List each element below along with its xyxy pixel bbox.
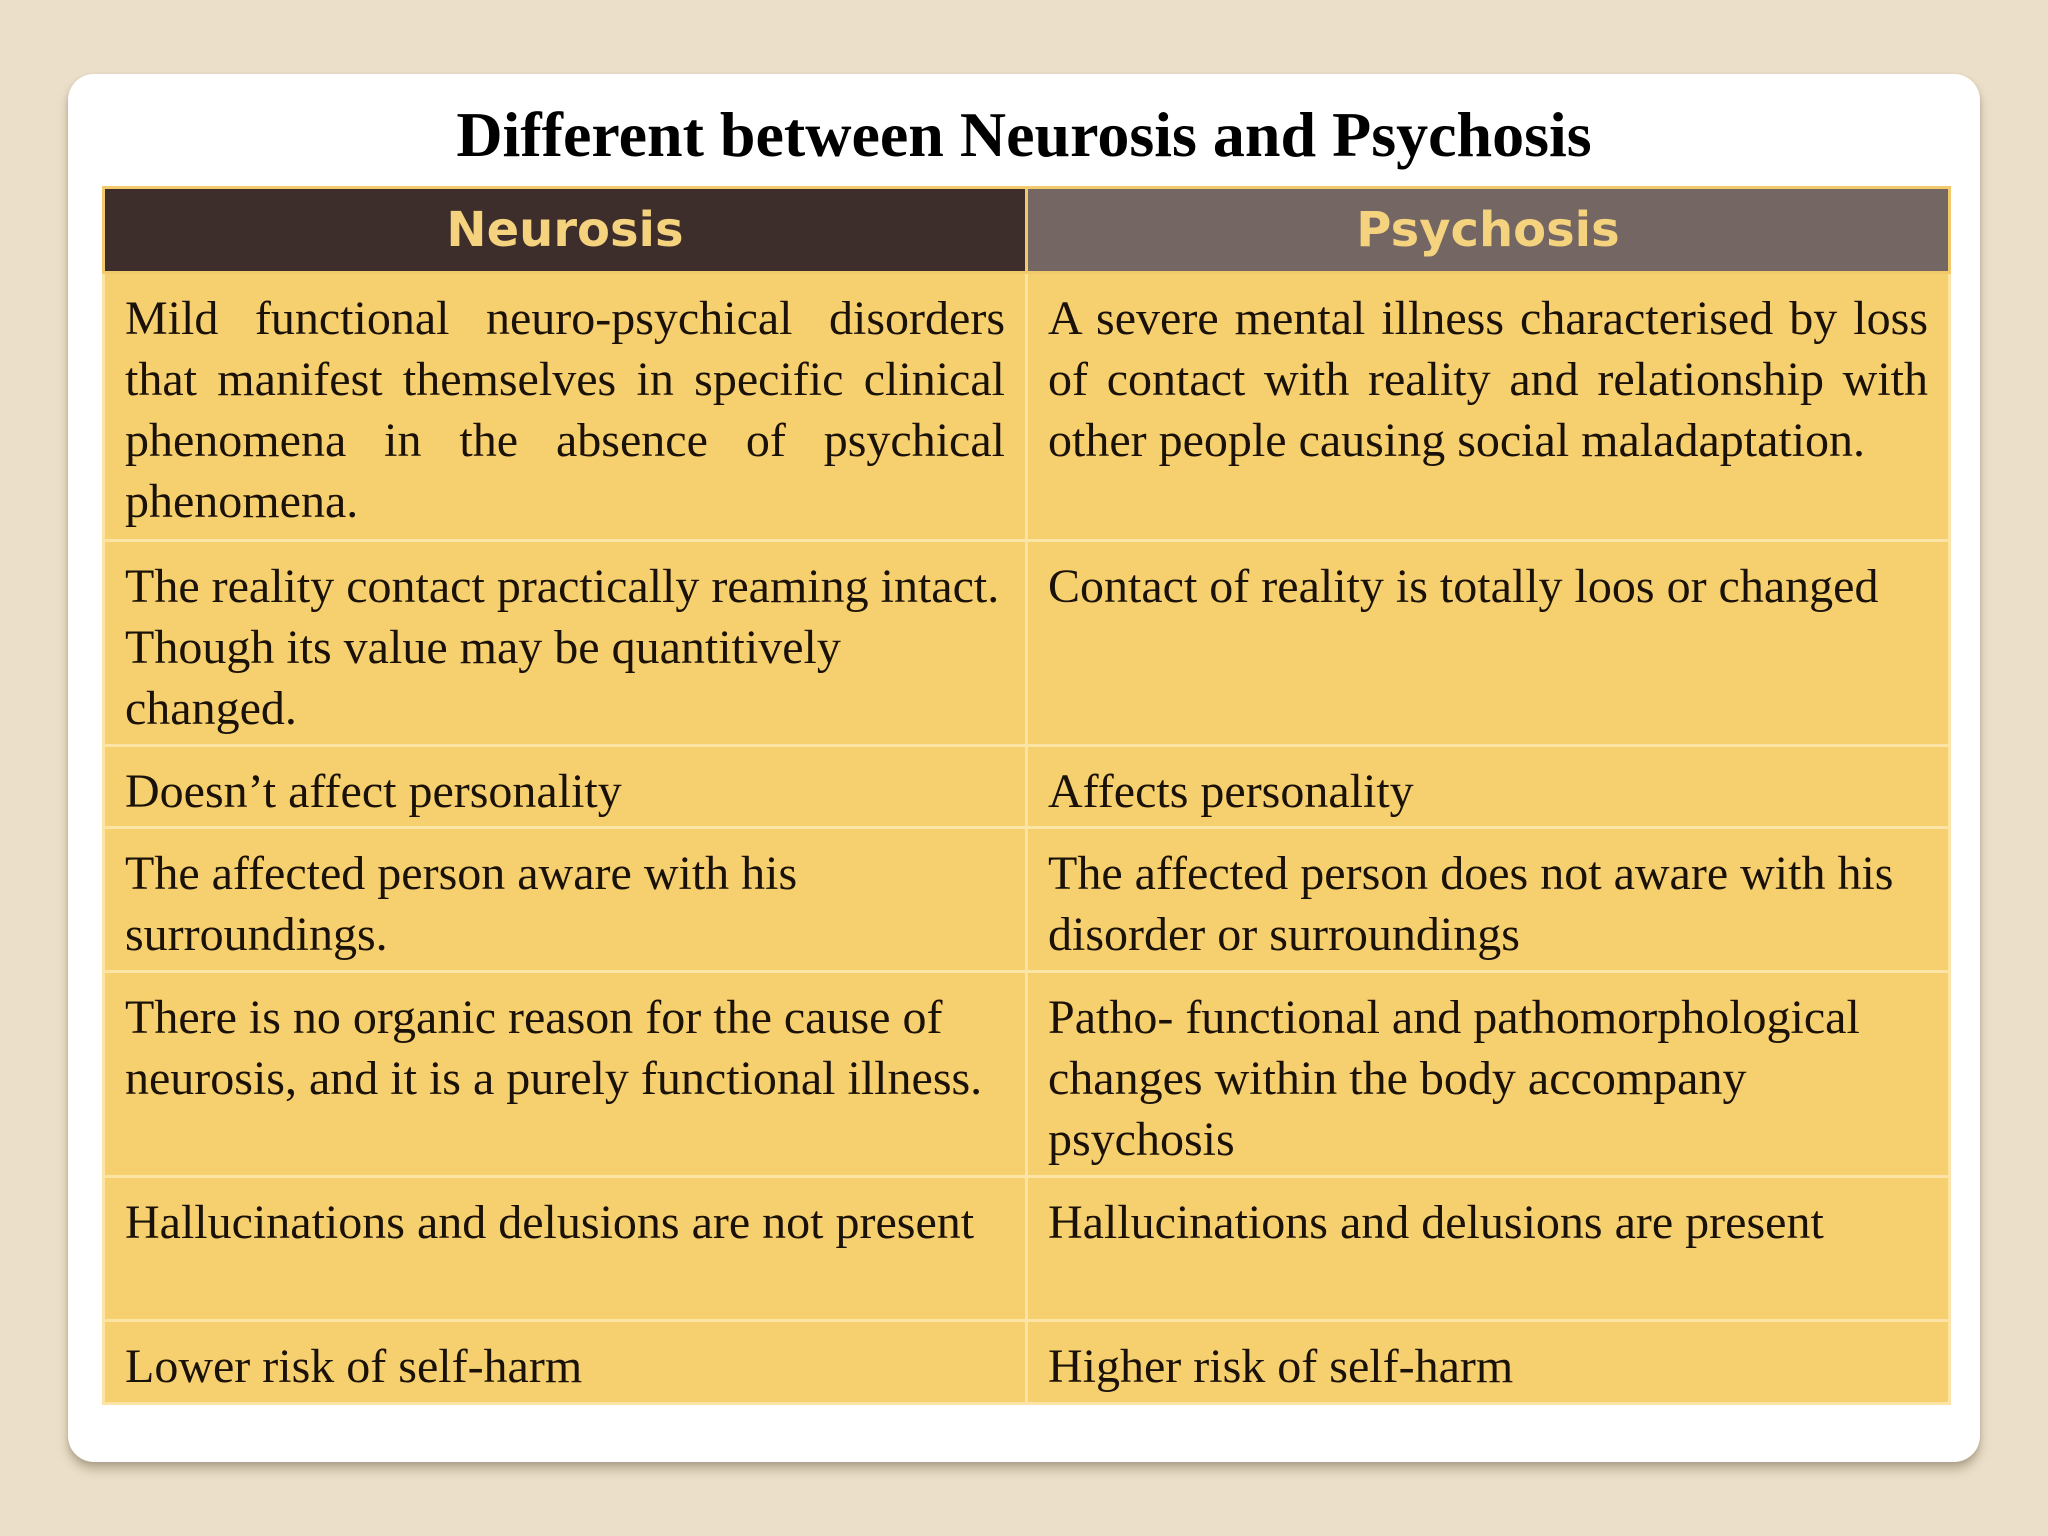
neurosis-cell: Mild functional neuro-psychical disorders that manifest themselves in specific clinical phenomena in the absence of psychical phenomena. (104, 273, 1027, 541)
table-row (104, 541, 1950, 746)
table-header-row (104, 188, 1950, 273)
table-row (104, 828, 1950, 972)
psychosis-cell: Hallucinations and delusions are present (1027, 1177, 1950, 1321)
table-row (104, 1177, 1950, 1321)
psychosis-cell: Affects personality (1027, 746, 1950, 828)
table-row (104, 273, 1950, 541)
column-header-neurosis: Neurosis (104, 188, 1027, 273)
comparison-table-container (102, 186, 1948, 1476)
psychosis-cell: Contact of reality is totally loos or changed (1027, 541, 1950, 746)
neurosis-cell: Hallucinations and delusions are not present (104, 1177, 1027, 1321)
neurosis-cell: There is no organic reason for the cause of neurosis, and it is a purely functional illness. (104, 972, 1027, 1177)
psychosis-cell: A severe mental illness characterised by loss of contact with reality and relationship with other people causing social maladaptation. (1027, 273, 1950, 541)
neurosis-cell: The affected person aware with his surroundings. (104, 828, 1027, 972)
comparison-table (102, 186, 1951, 1405)
neurosis-cell: Doesn’t affect personality (104, 746, 1027, 828)
table-row (104, 1321, 1950, 1404)
table-row (104, 972, 1950, 1177)
neurosis-cell: The reality contact practically reaming intact. Though its value may be quantitively changed. (104, 541, 1027, 746)
psychosis-cell: Higher risk of self-harm (1027, 1321, 1950, 1404)
slide-title: Different between Neurosis and Psychosis (456, 99, 1592, 170)
table-row (104, 746, 1950, 828)
psychosis-cell: Patho- functional and pathomorphological changes within the body accompany psychosis (1027, 972, 1950, 1177)
psychosis-cell: The affected person does not aware with his disorder or surroundings (1027, 828, 1950, 972)
slide-card (68, 74, 1980, 1462)
neurosis-cell: Lower risk of self-harm (104, 1321, 1027, 1404)
column-header-psychosis: Psychosis (1027, 188, 1950, 273)
